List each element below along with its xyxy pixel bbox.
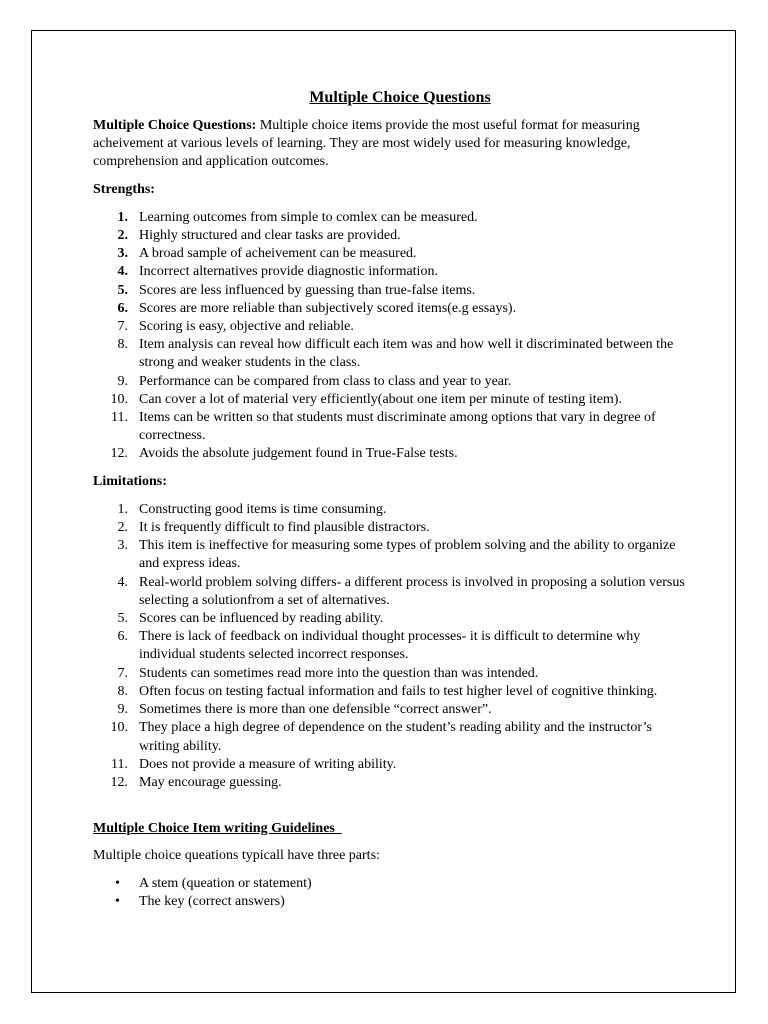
strength-item: 8. Item analysis can reveal how difficult each item was and how well it discriminated between the strong and weaker students in the class. bbox=[117, 337, 674, 371]
intro-text: Multiple choice items provide the most useful format for measuring acheivement at various levels of learning. They are most widely used for measuring knowledge, comprehension and application outcomes. bbox=[93, 118, 640, 170]
strengths-list bbox=[93, 209, 693, 464]
strength-item: 1. Learning outcomes from simple to comlex can be measured. bbox=[117, 209, 478, 225]
guidelines-intro: Multiple choice queations typicall have three parts: bbox=[93, 848, 380, 864]
strength-item: 3. A broad sample of acheivement can be measured. bbox=[117, 246, 417, 262]
limitation-item: 11. Does not provide a measure of writing ability. bbox=[111, 756, 397, 772]
limitation-item: 6. There is lack of feedback on individual thought processes- it is difficult to determine why individual students selected incorrect responses. bbox=[117, 629, 641, 663]
strength-item: 4. Incorrect alternatives provide diagnostic information. bbox=[117, 264, 438, 280]
strength-item: 12. Avoids the absolute judgement found in True-False tests. bbox=[110, 446, 458, 462]
strength-item: 6. Scores are more reliable than subjectively scored items(e.g essays). bbox=[117, 300, 517, 316]
guidelines-list bbox=[93, 875, 693, 911]
limitation-item: 9. Sometimes there is more than one defensible “correct answer”. bbox=[117, 702, 492, 718]
guideline-item: • A stem (queation or statement) bbox=[93, 875, 693, 893]
limitation-item: 10. They place a high degree of dependence on the student’s reading ability and the instructor’s writing ability. bbox=[110, 720, 652, 754]
document-body bbox=[93, 88, 693, 911]
strengths-heading: Strengths: bbox=[93, 182, 155, 198]
limitations-list bbox=[93, 501, 693, 792]
limitation-item: 3. This item is ineffective for measuring some types of problem solving and the ability to organize and express ideas. bbox=[117, 538, 676, 572]
intro-paragraph bbox=[93, 117, 693, 172]
guidelines-heading: Multiple Choice Item writing Guidelines bbox=[93, 820, 342, 836]
page-title: Multiple Choice Questions bbox=[309, 89, 491, 106]
limitation-item: 2. It is frequently difficult to find plausible distractors. bbox=[117, 520, 430, 536]
limitation-item: 12. May encourage guessing. bbox=[110, 774, 282, 790]
limitation-item: 4. Real-world problem solving differs- a different process is involved in proposing a solution versus selecting a solutionfrom a set of alternatives. bbox=[117, 574, 685, 608]
guideline-item: • The key (correct answers) bbox=[93, 893, 693, 911]
limitations-heading: Limitations: bbox=[93, 474, 167, 490]
spacer bbox=[93, 802, 693, 820]
limitation-item: 1. Constructing good items is time consuming. bbox=[117, 501, 387, 517]
strength-item: 9. Performance can be compared from class to class and year to year. bbox=[117, 373, 512, 389]
limitation-item: 8. Often focus on testing factual information and fails to test higher level of cognitive thinking. bbox=[117, 683, 658, 699]
bullet-icon: • bbox=[115, 894, 120, 910]
strength-item: 11. Items can be written so that students must discriminate among options that vary in degree of correctness. bbox=[111, 410, 656, 444]
intro-label: Multiple Choice Questions: bbox=[93, 118, 257, 133]
strength-item: 7. Scoring is easy, objective and reliable. bbox=[117, 319, 354, 335]
guidelines-heading-row bbox=[93, 820, 693, 838]
limitation-item: 7. Students can sometimes read more into the question than was intended. bbox=[117, 665, 539, 681]
limitation-item: 5. Scores can be influenced by reading ability. bbox=[117, 611, 384, 627]
strength-item: 2. Highly structured and clear tasks are provided. bbox=[117, 228, 401, 244]
bullet-icon: • bbox=[115, 876, 120, 892]
strength-item: 5. Scores are less influenced by guessing than true-false items. bbox=[117, 282, 476, 298]
strength-item: 10. Can cover a lot of material very efficiently(about one item per minute of testing item). bbox=[110, 391, 622, 407]
